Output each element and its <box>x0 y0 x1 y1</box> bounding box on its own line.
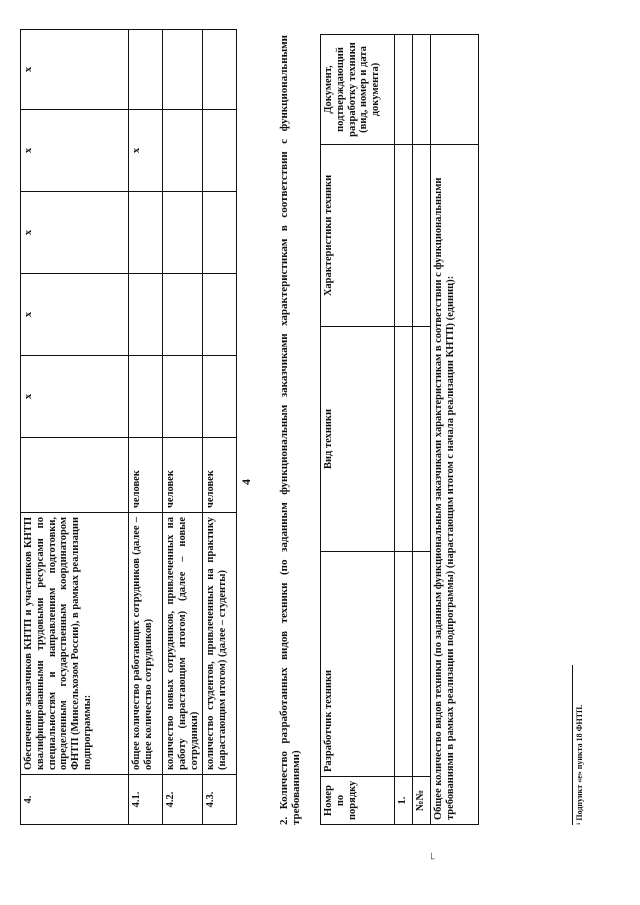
value-cell <box>203 356 237 438</box>
value-cell: x <box>129 110 163 192</box>
indicator-cell: количество студентов, привлеченных на практику (нарастающим итогом) (далее – студенты) <box>203 513 237 775</box>
header-num: Номер по порядку <box>321 777 395 825</box>
page-number: 4 <box>239 479 253 485</box>
table-cell <box>395 145 413 327</box>
row-number: 4.1. <box>129 775 163 825</box>
table-cell <box>413 552 431 777</box>
header-document: Документ, подтверждающий разработку техники (вид, номер и дата документа) <box>321 35 395 145</box>
indicator-cell: количество новых сотрудников, привлеченных на работу (нарастающим итогом) (далее – новые сотрудники) <box>163 513 203 775</box>
table-cell <box>413 145 431 327</box>
table-row <box>129 30 163 825</box>
table-cell <box>395 552 413 777</box>
table-cell <box>395 35 413 145</box>
row-number: 4.2. <box>163 775 203 825</box>
rotated-content <box>20 20 620 885</box>
value-cell <box>163 110 203 192</box>
table-row <box>163 30 203 825</box>
table-total-row <box>431 35 479 825</box>
value-cell: x <box>21 192 129 274</box>
indicator-cell: Обеспечение заказчиков КНТП и участников КНТП квалифицированными трудовыми ресурсами по специальностям и направлениям подготовки, определенным государственным координатором ФНТП (Минсельхозом России), в рамках реализации подпрограммы: <box>21 513 129 775</box>
value-cell <box>129 356 163 438</box>
value-cell <box>129 30 163 110</box>
section-title: 2. Количество разработанных видов техники (по заданным функциональным заказчиками характеристикам в соответствии с функциональными требованиями) <box>278 35 303 825</box>
footnote: ¹ Подпункт «е» пункта 18 ФНТП. <box>575 704 584 825</box>
total-label: Общее количество видов техники (по заданным функциональным заказчиками характеристикам в соответствии с функциональными требованиями в рамках реализации подпрограммы) (нарастающим итогом с начала реализации КНТП) (единиц): <box>431 145 479 825</box>
value-cell: x <box>21 356 129 438</box>
value-cell <box>163 30 203 110</box>
table-cell <box>413 327 431 552</box>
header-developer: Разработчик техники <box>321 552 395 777</box>
value-cell <box>163 356 203 438</box>
unit-cell: человек <box>163 438 203 513</box>
row-number: 4.3. <box>203 775 237 825</box>
value-cell <box>163 274 203 356</box>
value-cell: x <box>21 30 129 110</box>
table-cell <box>413 35 431 145</box>
value-cell <box>129 274 163 356</box>
table-cell <box>395 327 413 552</box>
value-cell: x <box>21 274 129 356</box>
table-row <box>203 30 237 825</box>
unit-cell <box>21 438 129 513</box>
header-characteristics: Характеристики техники <box>321 145 395 327</box>
table-row <box>395 35 413 825</box>
row-number: 4. <box>21 775 129 825</box>
indicator-cell: общее количество работающих сотрудников (далее – общее количество сотрудников) <box>129 513 163 775</box>
table-header-row <box>321 35 395 825</box>
value-cell <box>129 192 163 274</box>
unit-cell: человек <box>129 438 163 513</box>
row-number: 1. <box>395 777 413 825</box>
table-row <box>21 30 129 825</box>
technology-types-table <box>320 34 479 825</box>
header-type: Вид техники <box>321 327 395 552</box>
table-row <box>413 35 431 825</box>
unit-cell: человек <box>203 438 237 513</box>
total-value <box>431 35 479 145</box>
footnote-divider <box>572 665 573 825</box>
value-cell <box>163 192 203 274</box>
value-cell: x <box>21 110 129 192</box>
value-cell <box>203 110 237 192</box>
value-cell <box>203 30 237 110</box>
indicators-table <box>20 29 237 825</box>
value-cell <box>203 274 237 356</box>
value-cell <box>203 192 237 274</box>
margin-mark: ⌐ <box>425 852 440 860</box>
row-number: №№ <box>413 777 431 825</box>
